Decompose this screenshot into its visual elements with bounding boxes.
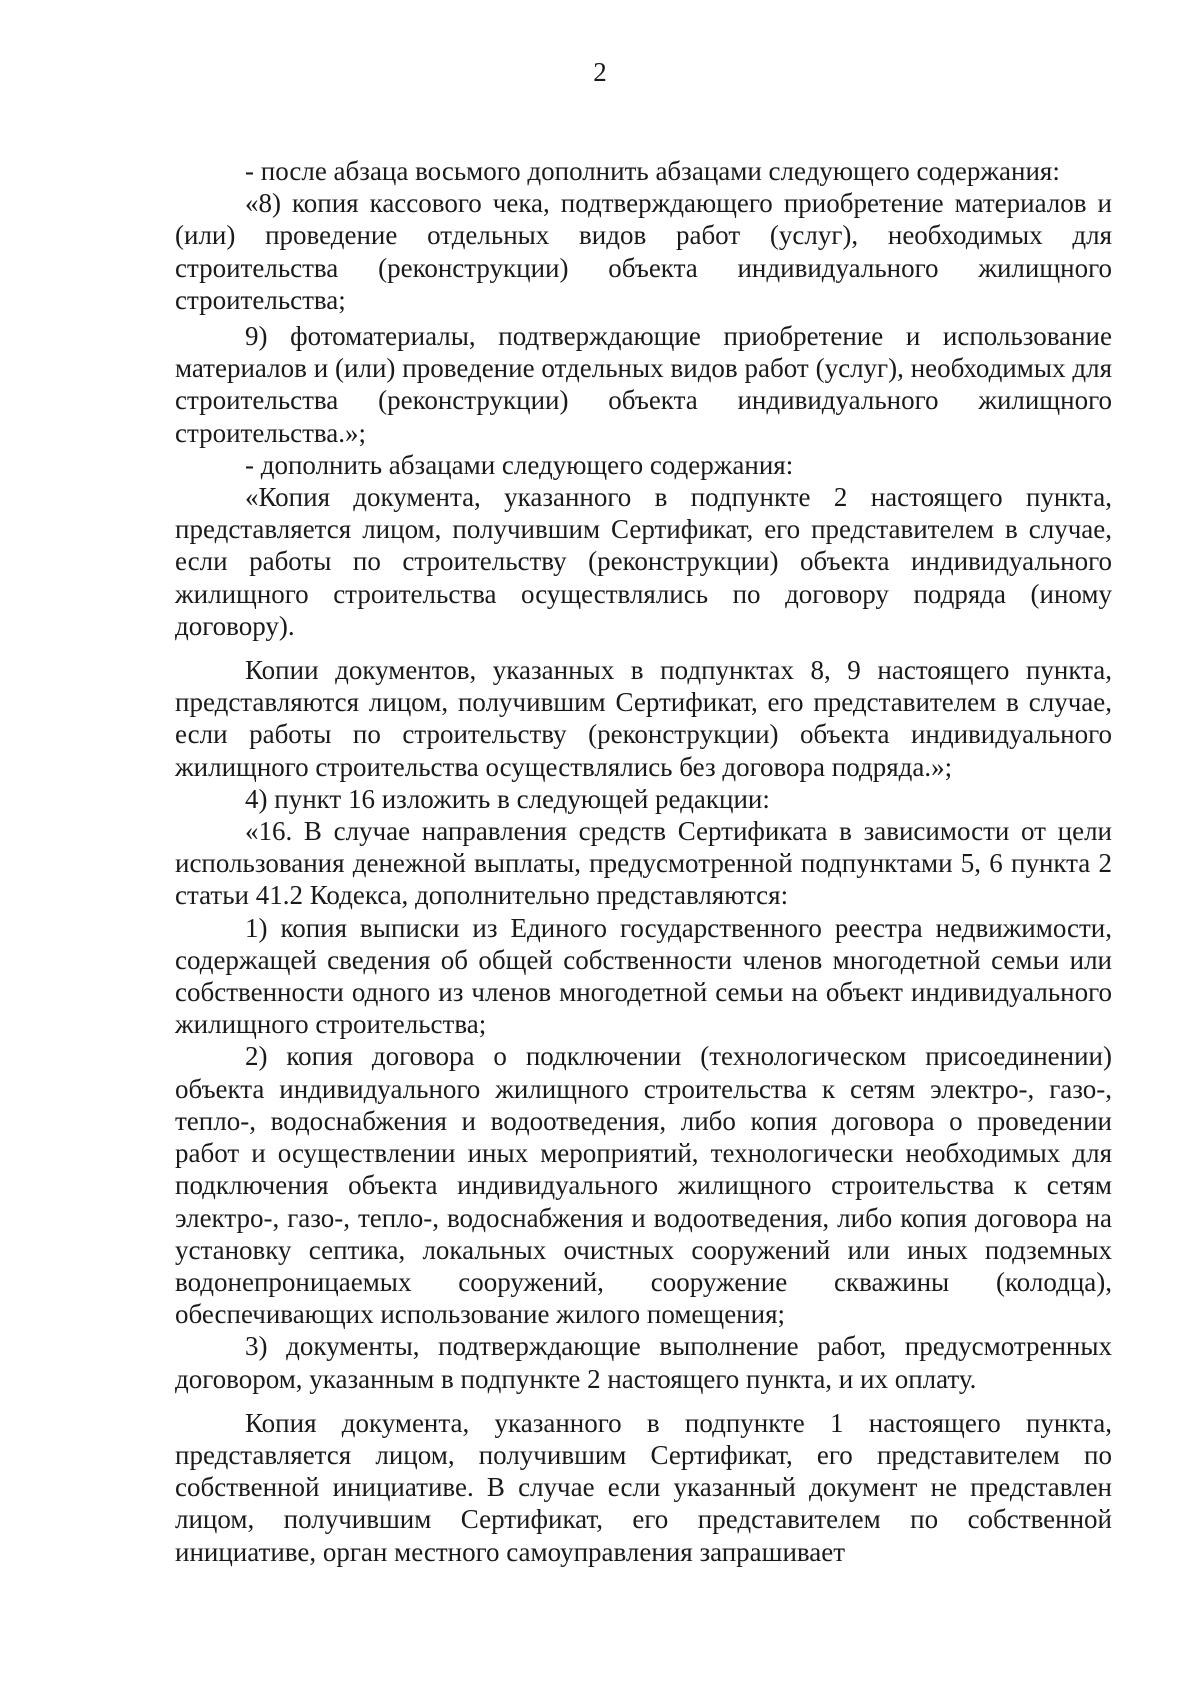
page-number: 2 [593,57,607,87]
paragraph: 2) копия договора о подключении (технологическом присоединении) объекта индивидуального жилищного строительства к сетям электро-, газо-, тепло-, водоснабжения и водоотведения, либо копия договора о проведении работ и осуществлении иных мероприятий, технологически необходимых для подключения объекта индивидуального жилищного строительства к сетям электро-, газо-, тепло-, водоснабжения и водоотведения, либо копия договора на установку септика, локальных очистных сооружений или иных подземных водонепроницаемых сооружений, сооружение скважины (колодца), обеспечивающих использование жилого помещения; [175,1041,1112,1330]
paragraph: - дополнить абзацами следующего содержания: [245,449,794,480]
paragraph: 9) фотоматериалы, подтверждающие приобретение и использование материалов и (или) проведение отдельных видов работ (услуг), необходимых для строительства (реконструкции) объекта индивидуального жилищного строительства.»; [175,321,1112,448]
paragraph: 3) документы, подтверждающие выполнение работ, предусмотренных договором, указанным в подпункте 2 настоящего пункта, и их оплату. [175,1331,1112,1394]
paragraph: - после абзаца восьмого дополнить абзацами следующего содержания: [245,156,1060,186]
paragraph: Копия документа, указанного в подпункте 1 настоящего пункта, представляется лицом, получившим Сертификат, его представителем по собственной инициативе. В случае если указанный документ не представлен лицом, получившим Сертификат, его представителем по собственной инициативе, орган местного самоуправления запрашивает [175,1407,1112,1567]
paragraph: «16. В случае направления средств Сертификата в зависимости от цели использования денежной выплаты, предусмотренной подпунктами 5, 6 пункта 2 статьи 41.2 Кодекса, дополнительно представляются: [175,816,1112,911]
paragraph: «8) копия кассового чека, подтверждающего приобретение материалов и (или) проведение отдельных видов работ (услуг), необходимых для строительства (реконструкции) объекта индивидуального жилищного строительства; [175,188,1112,315]
paragraph: 4) пункт 16 изложить в следующей редакции: [245,783,770,814]
document-body [175,155,1112,1568]
paragraph: 1) копия выписки из Единого государственного реестра недвижимости, содержащей сведения об общей собственности членов многодетной семьи или собственности одного из членов многодетной семьи на объект индивидуального жилищного строительства; [175,912,1112,1040]
paragraph: Копии документов, указанных в подпунктах 8, 9 настоящего пункта, представляются лицом, получившим Сертификат, его представителем в случае, если работы по строительству (реконструкции) объекта индивидуального жилищного строительства осуществлялись без договора подряда.»; [175,655,1112,782]
paragraph: «Копия документа, указанного в подпункте 2 настоящего пункта, представляется лицом, получившим Сертификат, его представителем в случае, если работы по строительству (реконструкции) объекта индивидуального жилищного строительства осуществлялись по договору подряда (иному договору). [175,482,1112,641]
